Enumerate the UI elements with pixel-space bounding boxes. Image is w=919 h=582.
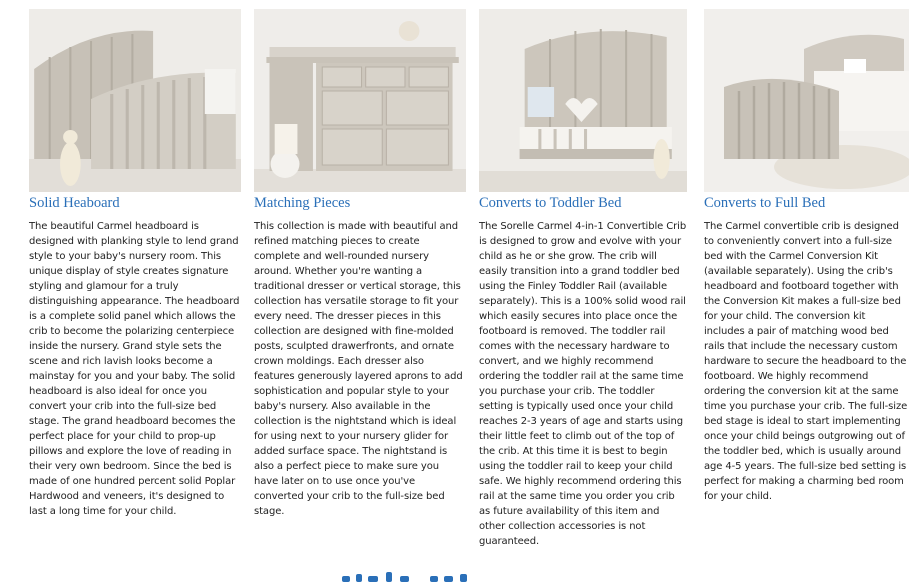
feature-title[interactable]: Matching Pieces: [254, 195, 351, 211]
feature-column-solid-headboard: [29, 9, 241, 519]
feature-title[interactable]: Solid Heaboard: [29, 195, 120, 211]
toddler-bed-image: [479, 9, 687, 192]
feature-title[interactable]: Converts to Toddler Bed: [479, 195, 622, 211]
feature-column-matching-pieces: [254, 9, 466, 519]
feature-description: This collection is made with beautiful and refined matching pieces to create complete and well-rounded nursery around. Whether you're wanting a traditional dresser or vertical storage, this collection has versatile storage to fit your every need. The dresser pieces in this collection are designed with fine-molded posts, sculpted drawerfronts, and ornate crown moldings. Each dresser also features generously layered aprons to add sophistication and popular style to your baby's nursery. Also available in the collection is the nightstand which is ideal for using next to your nursery glider for added surface space. The nightstand is also a perfect piece to make sure you have later on to use once you've converted your crib to the full-size bed stage.: [254, 221, 463, 517]
feature-title[interactable]: Converts to Full Bed: [704, 195, 826, 211]
matching-dresser-image: [254, 9, 466, 192]
full-bed-image: [704, 9, 909, 192]
feature-column-toddler-bed: [479, 9, 687, 549]
feature-description: The Carmel convertible crib is designed to conveniently convert into a full-size bed with the Carmel Conversion Kit (available separately). Using the crib's headboard and footboard together with the Conversion Kit makes a full-size bed for your child. The conversion kit includes a pair of matching wood bed rails that include the necessary custom hardware to secure the headboard to the footboard. We highly recommend ordering the conversion kit at the same time you purchase your crib. The full-size bed stage is ideal to start implementing once your child beings outgrowing out of the toddler bed, which is usually around age 4-5 years. The full-size bed setting is perfect for making a charming bed room for your child.: [704, 221, 908, 502]
cut-off-heading-fragment: [340, 570, 510, 582]
feature-description: The Sorelle Carmel 4-in-1 Convertible Crib is designed to grow and evolve with your child as he or she grow. The crib will easily transition into a grand toddler bed using the Finley Toddler Rail (available separately). This is a 100% solid wood rail which easily secures into place once the footboard is removed. The toddler rail comes with the necessary hardware to convert, and we highly recommend ordering the toddler rail at the same time you purchase your crib. The toddler setting is typically used once your child reaches 2-3 years of age and starts using their little feet to climb out of the top of the crib. At this time it is best to begin using the toddler rail to keep your child safe. We highly recommend ordering this rail at the same time you order you crib as future availability of this item and other collection accessories is not guaranteed.: [479, 221, 687, 547]
feature-column-full-bed: [704, 9, 909, 504]
solid-headboard-crib-image: [29, 9, 241, 192]
feature-description: The beautiful Carmel headboard is designed with planking style to lend grand style to your baby's nursery room. This unique display of style creates signature styling and glamour for a truly distinguishing appearance. The headboard is a complete solid panel which allows the crib to become the polarizing centerpiece inside the nursery. Grand style sets the scene and rich lavish looks become a mainstay for you and your baby. The solid headboard is also ideal for once you convert your crib into the full-size bed stage. The grand headboard becomes the perfect place for your child to prop-up pillows and explore the love of reading in their very own bedroom. Since the bed is made of one hundred percent solid Poplar Hardwood and veneers, it's designed to last a long time for your child.: [29, 221, 240, 517]
